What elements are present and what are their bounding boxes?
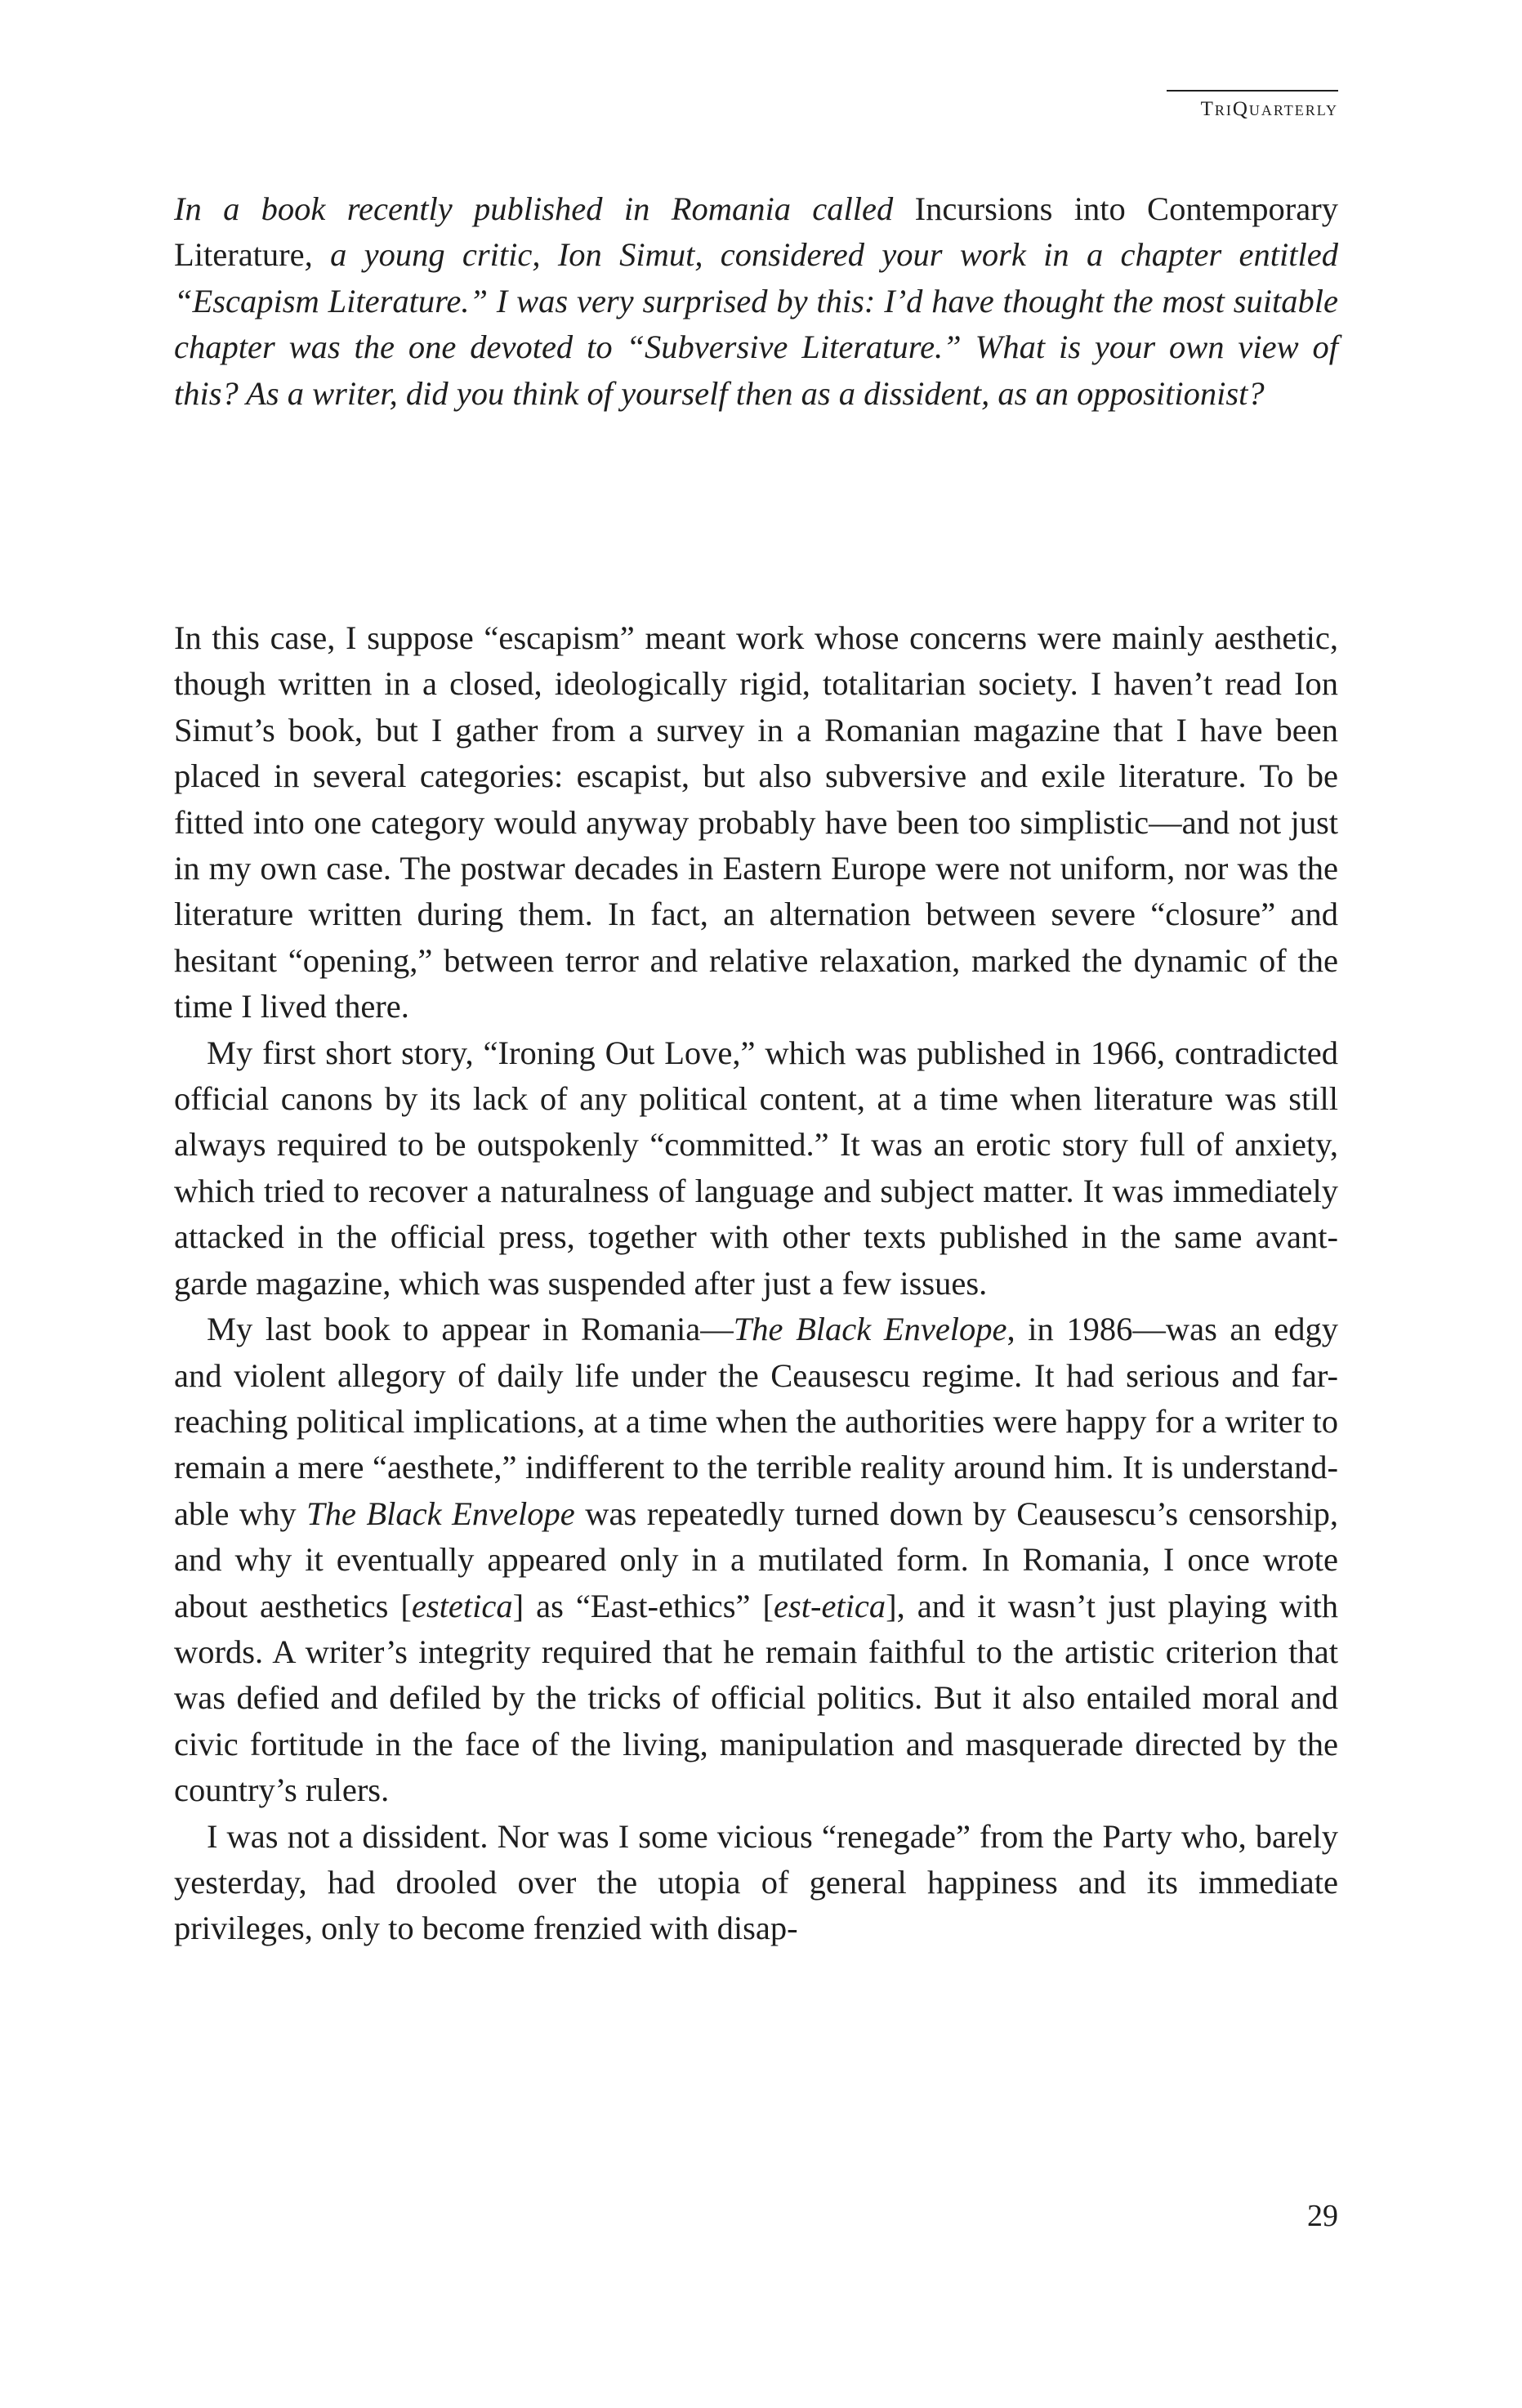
answer-paragraph-2: My first short story, “Ironing Out Love,” which was published in 1966, contradicted official canons by its lack of any political content, at a time when literature was still always required to be outspokenly “committed.” It was an erotic story full of anxiety, which tried to recover a naturalness of language and subject matter. It was immediately attacked in the official press, together with other texts published in the same avant-garde magazine, which was suspended after just a few issues. — [174, 1034, 1338, 1302]
running-head: TriQuarterly — [1167, 90, 1338, 121]
page-number: 29 — [1307, 2199, 1338, 2233]
p3-text-c: , in 1986—was an edgy and violent allegory of daily life under the Ceausescu regime. It had serious and far-reaching political implications, at a time when the authorities were happy for a writer to remain a mere “aesthete,” indifferent to the terrible reality around him. It is understandable why — [174, 1311, 1338, 1532]
question-text-1: In a book recently published in Romania called — [174, 190, 915, 227]
term-estetica: estetica — [411, 1587, 513, 1624]
p3-text-g: ] as “East-ethics” [ — [512, 1587, 774, 1624]
p3-text-i: ], and it wasn’t just playing with words. A writer’s integrity required that he remain faithful to the artistic criterion that was defied and defiled by the tricks of official politics. But it also entailed moral and civic fortitude in the face of the living, manipulation and masquerade directed by the country’s rulers. — [174, 1587, 1338, 1809]
interview-question — [174, 186, 1338, 417]
book-title: Incursions into Contemporary Literature — [174, 190, 1338, 274]
p3-text-e: was repeatedly turned down by Ceausescu’s censorship, and why it eventually appeared only in a mutilated form. In Romania, I once wrote about aesthetics [ — [174, 1494, 1338, 1624]
term-est-etica: est-etica — [773, 1587, 886, 1624]
answer-paragraph-3 — [174, 1307, 1338, 1813]
answer-paragraph-4: I was not a dissident. Nor was I some vicious “renegade” from the Party who, barely yesterday, had drooled over the utopia of general happiness and its immediate privileges, only to become frenzied with disap- — [174, 1817, 1338, 1947]
answer-paragraph-1: In this case, I suppose “escapism” meant work whose concerns were mainly aesthetic, though written in a closed, ideologically rigid, totalitarian society. I haven’t read Ion Simut’s book, but I gather from a survey in a Romanian magazine that I have been placed in several categories: escapist, but also subversive and exile literature. To be fitted into one category would anyway probably have been too simplistic—and not just in my own case. The postwar decades in Eastern Europe were not uniform, nor was the literature written during them. In fact, an alternation between severe “closure” and hesitant “opening,” between terror and relative relaxation, marked the dynamic of the time I lived there. — [174, 619, 1338, 1025]
book-title-black-envelope-2: The Black Envelope — [306, 1494, 575, 1532]
interview-answer — [174, 615, 1338, 1952]
question-text-2: , a young critic, Ion Simut, considered your work in a chapter entitled “Escapism Literature.” I was very surprised by this: I’d have thought the most suitable chapter was the one devoted to “Subversive Literature.” What is your own view of this? As a writer, did you think of yourself then as a dissident, as an oppositionist? — [174, 236, 1338, 412]
p3-text-a: My last book to appear in Romania— — [207, 1311, 734, 1348]
book-title-black-envelope: The Black Envelope — [733, 1311, 1007, 1348]
